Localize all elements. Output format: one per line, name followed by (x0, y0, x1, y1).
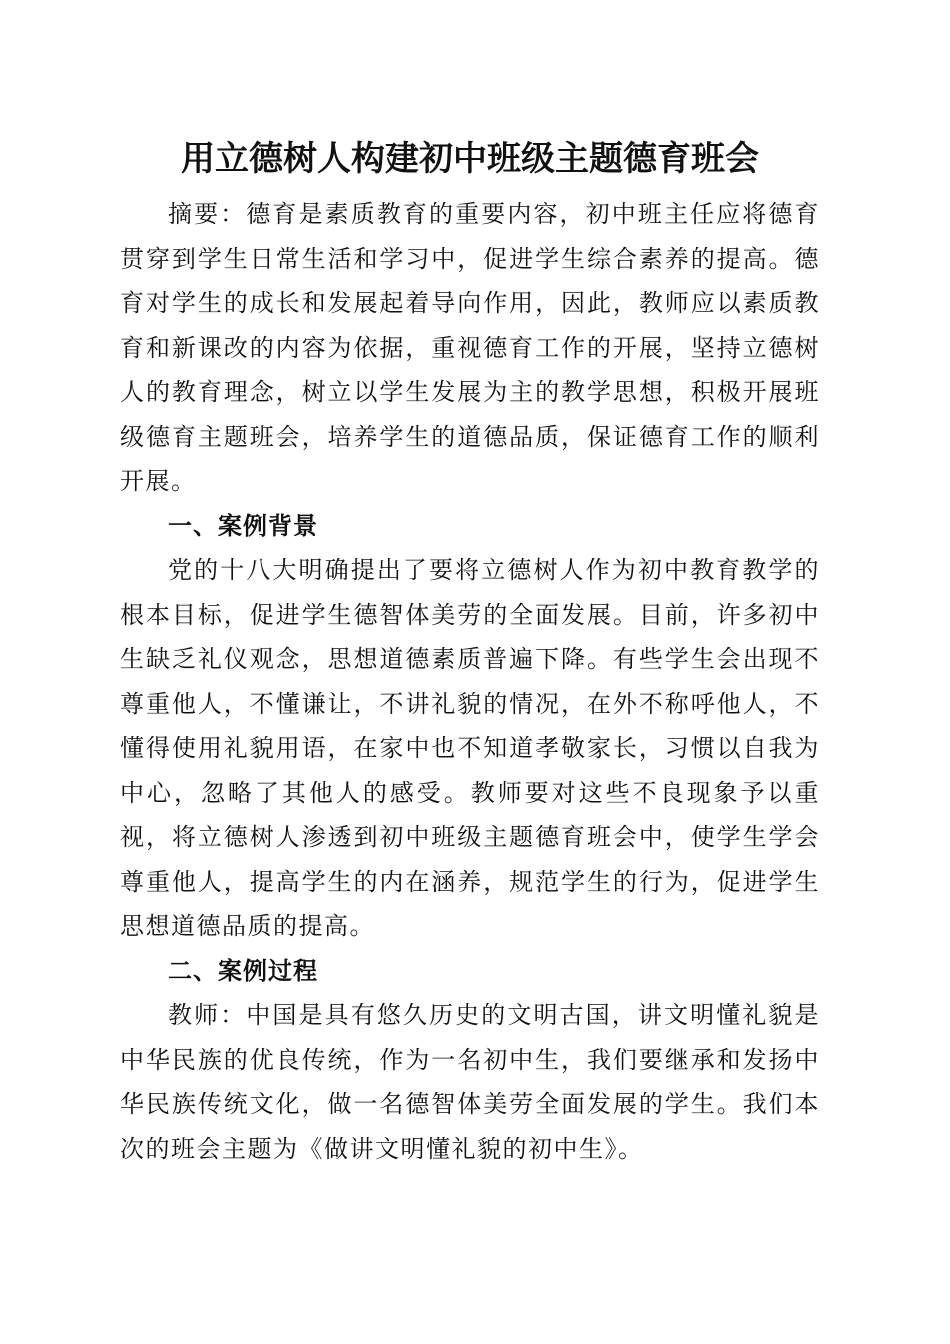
section-body: 教师：中国是具有悠久历史的文明古国，讲文明懂礼貌是中华民族的优良传统，作为一名初中生，我们要继承和发扬中华民族传统文化，做一名德智体美劳全面发展的学生。我们本次的班会主题为《做讲文明懂礼貌的初中生》。 (120, 1001, 820, 1163)
document-title: 用立德树人构建初中班级主题德育班会 (181, 139, 759, 179)
abstract-paragraph: 摘要：德育是素质教育的重要内容，初中班主任应将德育贯穿到学生日常生活和学习中，促进学生综合素养的提高。德育对学生的成长和发展起着导向作用，因此，教师应以素质教育和新课改的内容为依据，重视德育工作的开展，坚持立德树人的教育理念，树立以学生发展为主的教学思想，积极开展班级德育主题班会，培养学生的道德品质，保证德育工作的顺利开展。 (120, 200, 820, 495)
document-page (120, 128, 820, 1171)
section-heading: 二、案例过程 (168, 956, 318, 985)
section-heading: 一、案例背景 (168, 511, 318, 540)
section-case-background (120, 504, 820, 949)
section-case-process (120, 949, 820, 1172)
section-body: 党的十八大明确提出了要将立德树人作为初中教育教学的根本目标，促进学生德智体美劳的全面发展。目前，许多初中生缺乏礼仪观念，思想道德素质普遍下降。有些学生会出现不尊重他人，不懂谦让，不讲礼貌的情况，在外不称呼他人，不懂得使用礼貌用语，在家中也不知道孝敬家长，习惯以自我为中心，忽略了其他人的感受。教师要对这些不良现象予以重视，将立德树人渗透到初中班级主题德育班会中，使学生学会尊重他人，提高学生的内在涵养，规范学生的行为，促进学生思想道德品质的提高。 (120, 556, 820, 940)
